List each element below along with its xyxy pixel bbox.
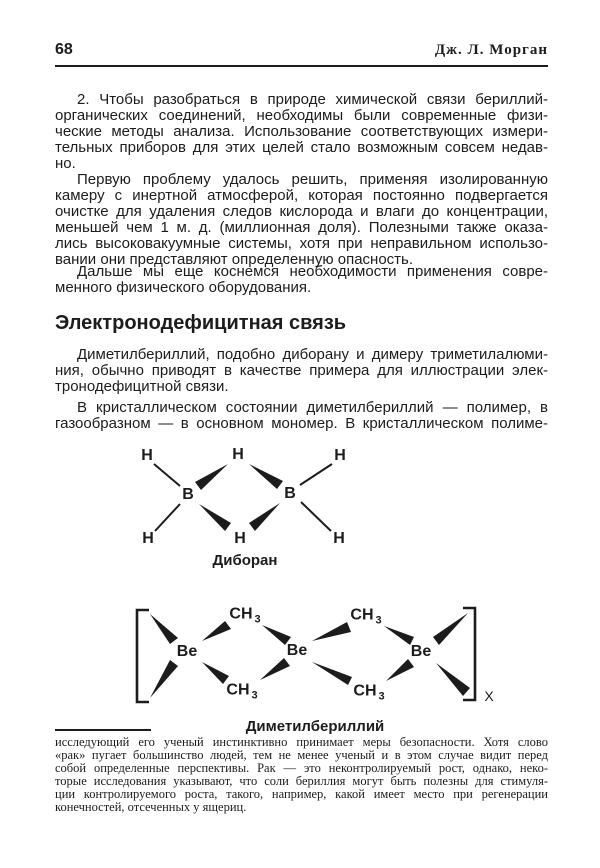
methyl-subscript: 3 [375,614,382,627]
text-line: менного физического оборудования. [55,279,312,296]
polymer-repeat-subscript: X [484,688,494,704]
methyl-group-label [350,607,381,626]
paragraph-2 [55,172,548,268]
footnote-line: «рак» пугает большинство людей, тем не менее ученый и в этом случае видит перед [55,748,548,762]
text-line: 2. Чтобы разобраться в природе химической связи бериллий- [77,91,548,108]
methyl-main: CH [226,681,250,699]
text-line: лись высоковакуумные системы, хотя при неправильном использо- [55,235,548,252]
paragraph-3 [55,264,548,296]
text-line: газообразном — в основном мономер. В кристаллическом полиме- [55,415,548,432]
atom-label-be: Be [286,642,308,659]
left-bracket [137,610,149,702]
methyl-main: CH [350,606,374,624]
footnote-line: ции контролируемого роста, такого, например, какой имеет место при регенерации [55,787,548,801]
methyl-group-label [353,683,384,702]
text-line: органических соединений, необходимы были современные физи- [55,107,548,124]
atom-label-h: H [142,530,154,547]
text-line: тельных приборов для этих целей стало возможным совсем недав- [55,139,548,156]
methyl-main: CH [353,682,377,700]
paragraph-4 [55,347,548,395]
atom-label-h: H [334,447,346,464]
atom-label-b: B [182,486,194,503]
text-line: ния, обычно приводят в качестве примера для иллюстрации элек- [55,362,548,379]
text-line: Первую проблему удалось решить, применяя изолированную [77,171,548,188]
footnote-line: конечностей, отсеченных у ящериц. [55,800,247,814]
running-head-author: Дж. Л. Морган [434,42,548,58]
paragraph-1 [55,92,548,172]
methyl-group-label [226,682,257,701]
footnote-line: торые исследования указывают, что соли бериллия могут быть полезны для стимуля- [55,774,548,788]
text-line: тронодефицитной связи. [55,378,229,395]
methyl-subscript: 3 [251,689,258,702]
atom-label-h: H [333,530,345,547]
atom-label-h: H [141,447,153,464]
figure-dimethylberyllium [130,600,500,750]
figure-diborane [120,440,370,580]
methyl-subscript: 3 [254,613,261,626]
text-line: В кристаллическом состоянии диметилбериллий — полимер, в [77,399,548,416]
header-rule [55,65,548,67]
atom-label-h: H [232,446,244,463]
text-line: Диметилбериллий, подобно диборану и димеру триметилалюми- [77,346,548,363]
methyl-subscript: 3 [378,690,385,703]
text-line: меньшей чем 1 м. д. (миллионная доля). Полезными также оказа- [55,219,548,236]
methyl-group-label [229,606,260,625]
atom-label-h: H [234,530,246,547]
footnote-separator [55,729,151,731]
paragraph-5 [55,400,548,432]
running-head [55,41,548,59]
footnote [55,736,548,814]
methyl-main: CH [229,605,253,623]
atom-label-be: Be [176,643,198,660]
text-line: но. [55,155,76,172]
page-number: 68 [55,41,73,58]
text-line: ческие методы анализа. Использование соответствующих измери- [55,123,548,140]
figure-caption-diborane: Диборан [212,552,278,569]
atom-label-b: B [284,485,296,502]
footnote-line: собой определенные перспективы. Рак — это неконтролируемый рост, однако, неко- [55,761,548,775]
atom-label-be: Be [410,643,432,660]
text-line: камеру с инертной атмосферой, которая постоянно подвергается [55,187,548,204]
footnote-line: исследующий его ученый инстинктивно принимает меры безопасности. Хотя слово [55,735,548,749]
figure-caption-dimethylberyllium: Диметилбериллий [245,718,385,735]
text-line: очистке для удаления следов кислорода и влаги до концентрации, [55,203,548,220]
text-line: вании они представляют определенную опасность. [55,251,414,268]
text-line: Дальше мы еще коснемся необходимости применения совре- [77,263,548,280]
section-heading: Электронодефицитная связь [55,312,347,334]
